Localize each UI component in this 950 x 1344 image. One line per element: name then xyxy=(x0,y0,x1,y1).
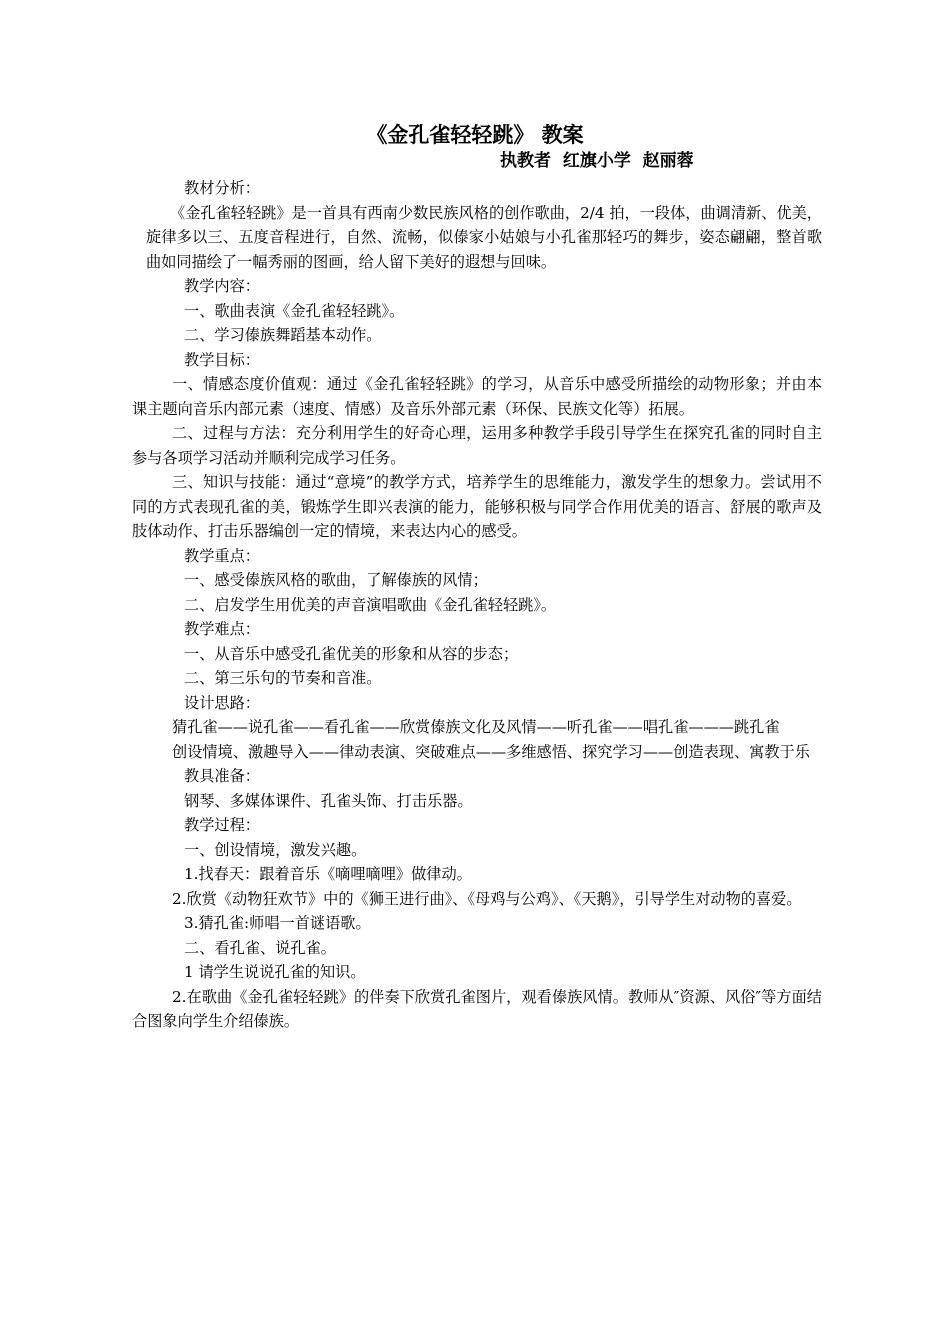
process-step-2-2: 2.在歌曲《金孔雀轻轻跳》的伴奏下欣赏孔雀图片，观看傣族风情。教师从″资源、风俗″等方面结合图象向学生介绍傣族。 xyxy=(132,987,822,1030)
author-line: 执教者 红旗小学 赵丽蓉 xyxy=(500,151,694,171)
content-item-1: 一、歌曲表演《金孔雀轻轻跳》。 xyxy=(184,301,405,320)
key-item-2: 二、启发学生用优美的声音演唱歌曲《金孔雀轻轻跳》。 xyxy=(184,595,557,614)
process-step-2-1: 1 请学生说说孔雀的知识。 xyxy=(184,963,366,981)
process-step-1-3: 3.猜孔雀:师唱一首谜语歌。 xyxy=(184,914,371,932)
design-item-2: 创设情境、激趣导入——律动表演、突破难点——多维感悟、探究学习——创造表现、寓教于乐 xyxy=(172,742,810,761)
difficulty-item-1: 一、从音乐中感受孔雀优美的形象和从容的步态； xyxy=(184,644,519,663)
analysis-paragraph: 《金孔雀轻轻跳》是一首具有西南少数民族风格的创作歌曲，2/4 拍，一段体，曲调清新、优美，旋律多以三、五度音程进行，自然、流畅，似傣家小姑娘与小孔雀那轻巧的舞步，姿态翩翩，整首歌曲如同描绘了一幅秀丽的图画，给人留下美好的遐想与回味。 xyxy=(146,203,822,271)
process-step-1-2: 2.欣赏《动物狂欢节》中的《狮王进行曲》、《母鸡与公鸡》、《天鹅》，引导学生对动物的喜爱。 xyxy=(172,889,802,908)
goal-item-1: 一、情感态度价值观：通过《金孔雀轻轻跳》的学习，从音乐中感受所描绘的动物形象；并由本课主题向音乐内部元素（速度、情感）及音乐外部元素（环保、民族文化等）拓展。 xyxy=(132,375,822,418)
content-item-2: 二、学习傣族舞蹈基本动作。 xyxy=(184,326,382,344)
key-heading: 教学重点： xyxy=(184,546,260,565)
document-title: 《金孔雀轻轻跳》 教案 xyxy=(366,123,584,147)
goal-item-3: 三、知识与技能：通过“意境”的教学方式，培养学生的思维能力，激发学生的想象力。尝试用不同的方式表现孔雀的美，锻炼学生即兴表演的能力，能够积极与同学合作用优美的语言、舒展的歌声及肢体动作、打击乐器编创一定的情境，来表达内心的感受。 xyxy=(132,473,822,540)
difficulty-heading: 教学难点： xyxy=(184,620,260,638)
tools-text: 钢琴、多媒体课件、孔雀头饰、打击乐器。 xyxy=(184,791,473,810)
design-heading: 设计思路： xyxy=(184,693,260,712)
process-step-1: 一、创设情境，激发兴趣。 xyxy=(184,840,367,859)
goal-item-2: 二、过程与方法：充分利用学生的好奇心理，运用多种教学手段引导学生在探究孔雀的同时自主参与各项学习活动并顺利完成学习任务。 xyxy=(132,424,822,467)
content-heading: 教学内容： xyxy=(184,277,260,295)
design-item-1: 猜孔雀——说孔雀——看孔雀——欣赏傣族文化及风情——听孔雀——唱孔雀———跳孔雀 xyxy=(172,718,780,736)
tools-heading: 教具准备： xyxy=(184,767,260,785)
process-heading: 教学过程： xyxy=(184,816,260,834)
analysis-heading: 教材分析： xyxy=(184,179,260,197)
process-step-1-1: 1.找春天：跟着音乐《嘀哩嘀哩》做律动。 xyxy=(184,865,472,883)
difficulty-item-2: 二、第三乐句的节奏和音准。 xyxy=(184,669,382,687)
document-body xyxy=(132,176,822,1034)
goals-heading: 教学目标： xyxy=(184,350,260,369)
key-item-1: 一、感受傣族风格的歌曲，了解傣族的风情； xyxy=(184,571,488,589)
process-step-2: 二、看孔雀、说孔雀。 xyxy=(184,938,336,957)
